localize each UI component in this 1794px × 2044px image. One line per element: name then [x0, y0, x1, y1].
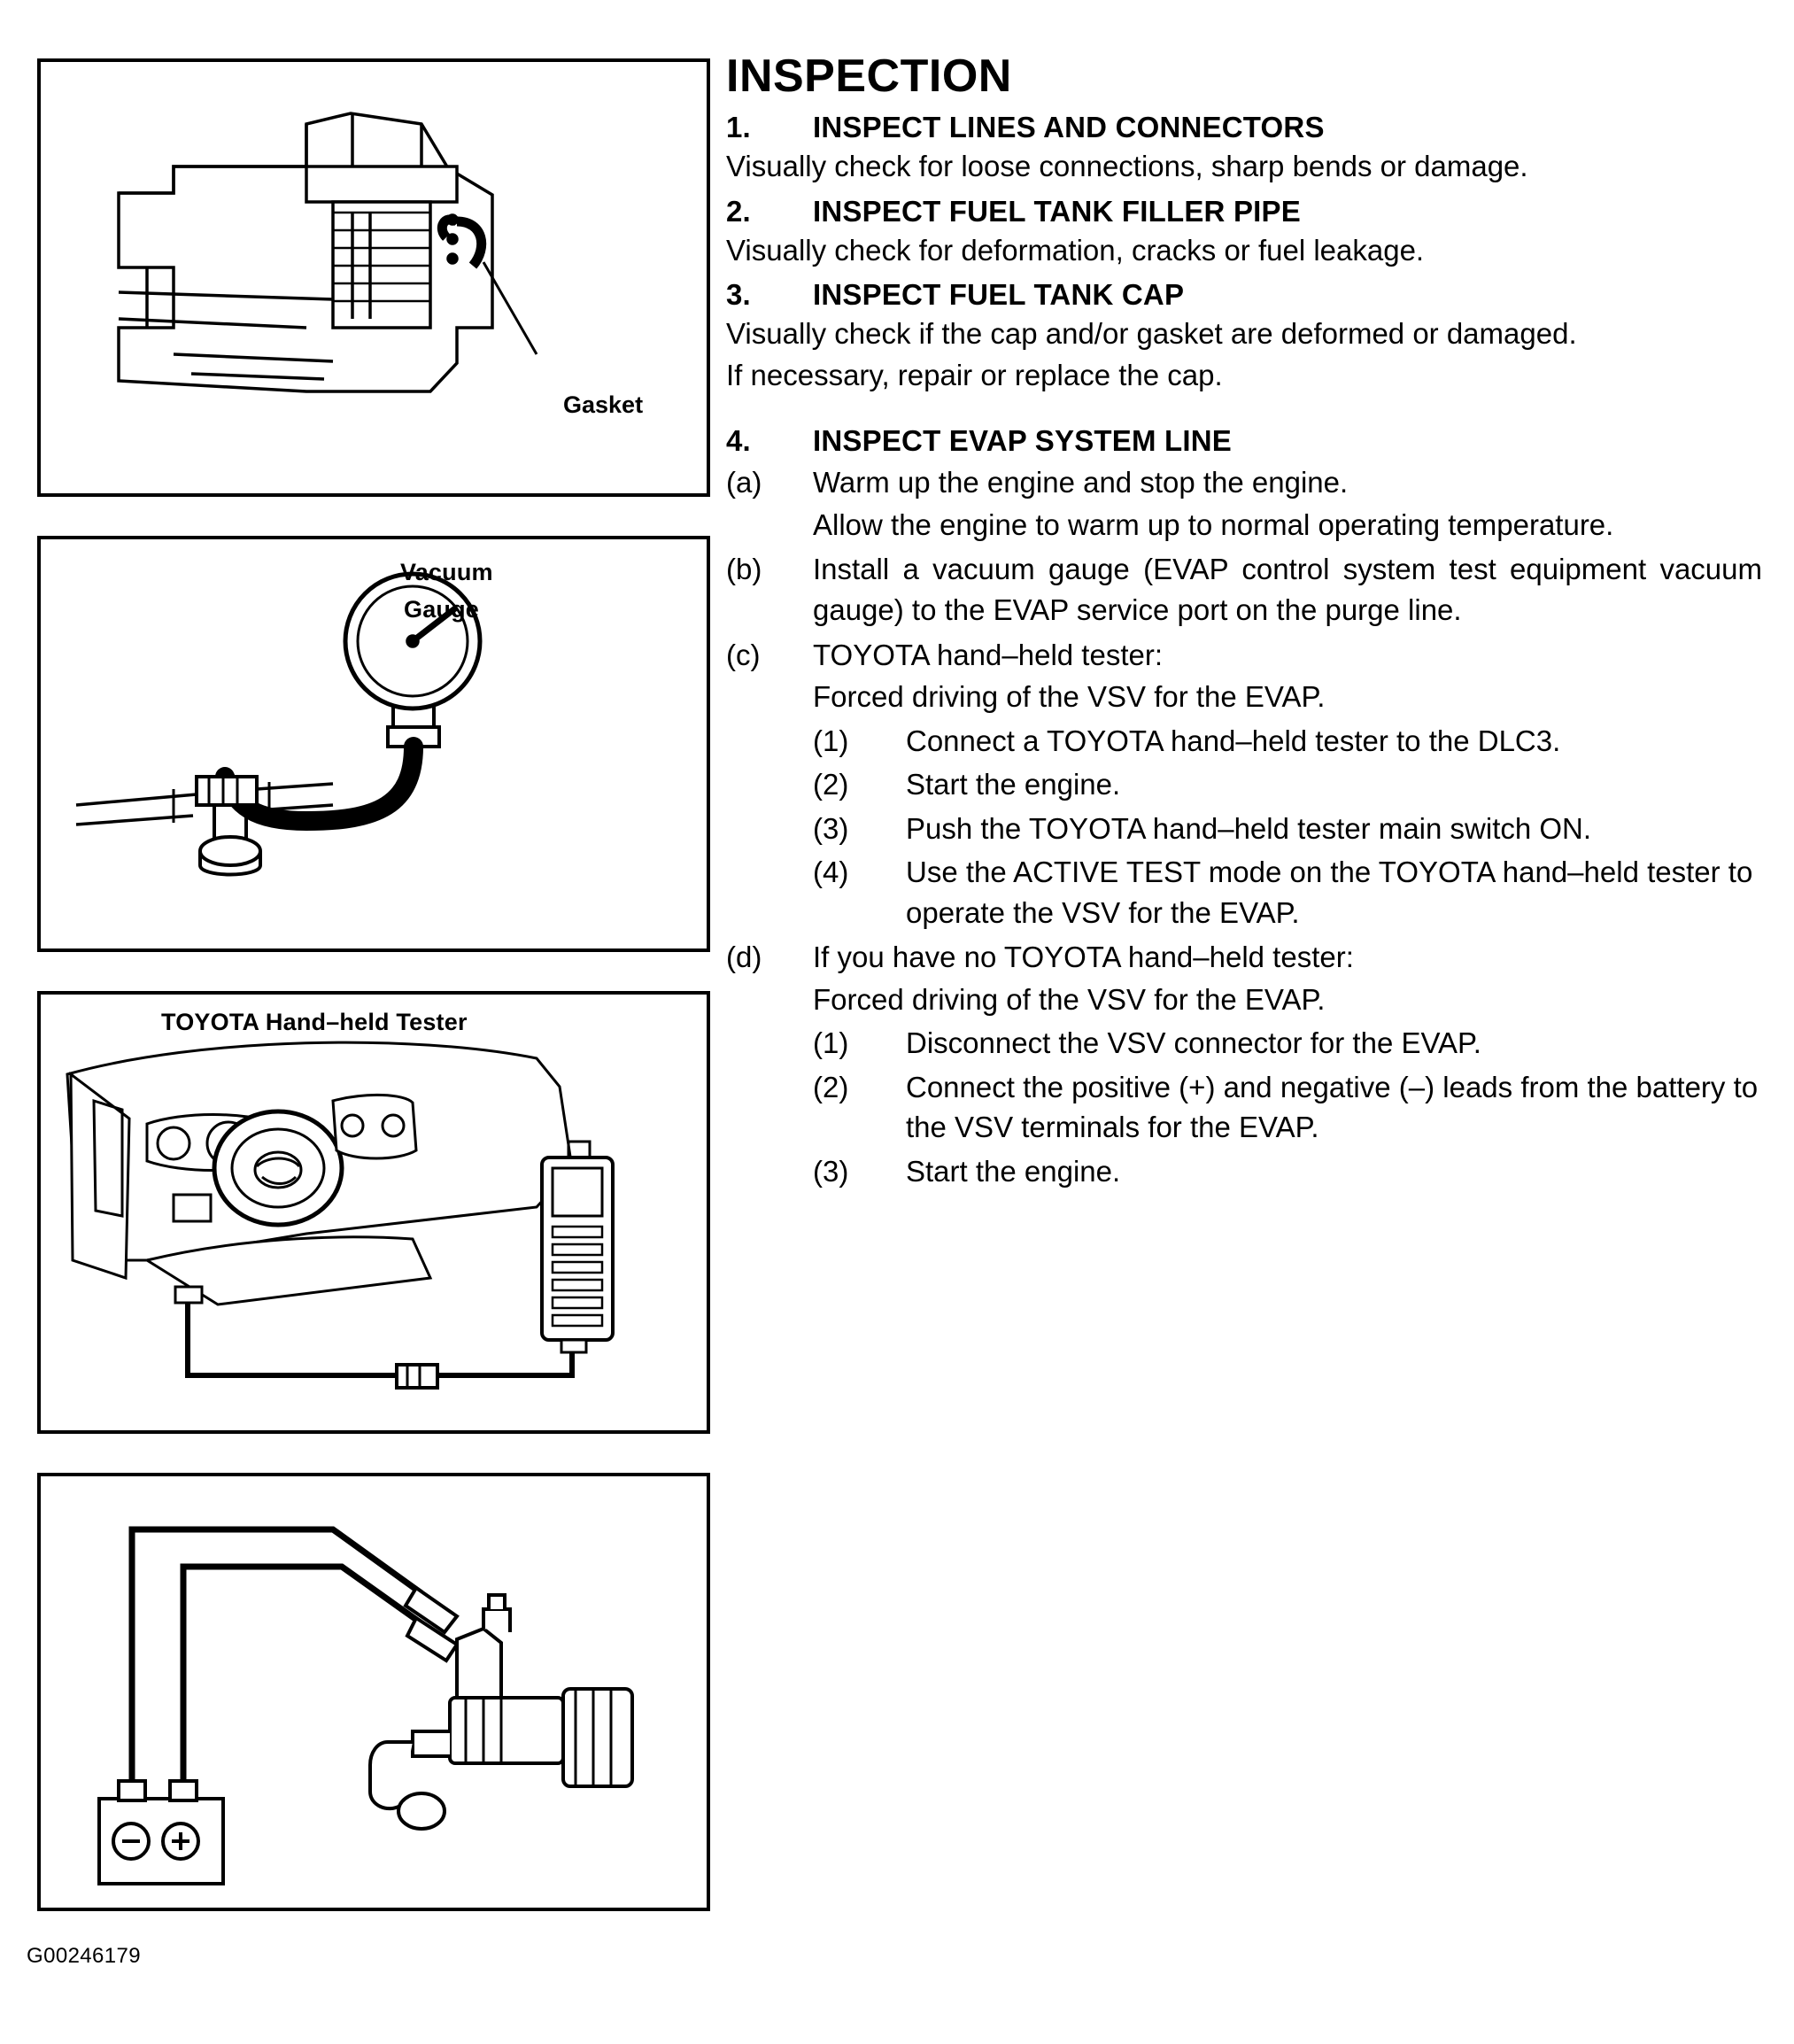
section-title-3: INSPECT FUEL TANK CAP: [813, 278, 1185, 312]
vacuum-label: Vacuum: [400, 559, 493, 585]
gasket-label: Gasket: [563, 391, 644, 418]
section-body-1: Visually check for loose connections, sharp bends or damage.: [726, 150, 1528, 183]
step-c-1-text: Connect a TOYOTA hand–held tester to the DLC3.: [906, 724, 1561, 757]
figure-code: G00246179: [27, 1944, 142, 1968]
step-a-line-2: Allow the engine to warm up to normal operating temperature.: [813, 507, 1614, 541]
gauge-label: Gauge: [404, 596, 480, 623]
step-c: [726, 635, 1762, 717]
section-number-3: 3.: [726, 278, 751, 312]
section-heading-3: [726, 278, 1762, 312]
fuel-tank-cap-illustration: [41, 62, 707, 493]
step-c-2-tag: (2): [813, 768, 849, 801]
step-d-2-text: Connect the positive (+) and negative (–) leads from the battery to the VSV terminals for the EVAP.: [906, 1070, 1759, 1144]
step-d-2: [726, 1067, 1762, 1148]
step-d: [726, 937, 1762, 1019]
step-c-4-tag: (4): [813, 856, 849, 889]
step-c-3: [726, 809, 1762, 849]
step-a-tag: (a): [726, 466, 762, 499]
step-d-1: [726, 1023, 1762, 1064]
section-number-1: 1.: [726, 111, 751, 144]
step-b-tag: (b): [726, 553, 762, 586]
step-c-2-text: Start the engine.: [906, 768, 1121, 801]
step-b: [726, 549, 1762, 630]
vacuum-gauge-illustration: [41, 539, 707, 948]
hand-held-tester-illustration: [41, 995, 707, 1430]
step-d-2-tag: (2): [813, 1070, 849, 1103]
section-title-4: INSPECT EVAP SYSTEM LINE: [813, 424, 1233, 458]
vsv-battery-figure: [37, 1473, 710, 1911]
step-d-3-text: Start the engine.: [906, 1154, 1121, 1188]
section-body-2: Visually check for deformation, cracks or fuel leakage.: [726, 233, 1425, 267]
section-title-2: INSPECT FUEL TANK FILLER PIPE: [813, 194, 1301, 228]
step-c-line-2: Forced driving of the VSV for the EVAP.: [813, 680, 1326, 714]
step-d-3-tag: (3): [813, 1154, 849, 1188]
step-c-4-text: Use the ACTIVE TEST mode on the TOYOTA hand–held tester to operate the VSV for the EVAP.: [906, 856, 1753, 929]
hand-held-tester-label: TOYOTA Hand–held Tester: [161, 1009, 468, 1035]
hand-held-tester-figure: [37, 991, 710, 1434]
vsv-battery-illustration: [41, 1476, 707, 1908]
fuel-tank-cap-figure: [37, 58, 710, 497]
step-c-line-1: TOYOTA hand–held tester:: [813, 638, 1164, 671]
step-c-body: [813, 635, 1762, 717]
page-title: INSPECTION: [726, 50, 1012, 102]
step-c-1: [726, 721, 1762, 762]
step-c-3-text: Push the TOYOTA hand–held tester main switch ON.: [906, 811, 1592, 845]
step-a-body: [813, 462, 1762, 545]
section-body-3a: Visually check if the cap and/or gasket are deformed or damaged.: [726, 317, 1577, 351]
section-number-4: 4.: [726, 424, 751, 458]
step-c-1-tag: (1): [813, 724, 849, 757]
step-a: [726, 462, 1762, 545]
step-c-3-tag: (3): [813, 811, 849, 845]
section-heading-4: [726, 424, 1762, 458]
step-d-line-1: If you have no TOYOTA hand–held tester:: [813, 941, 1354, 974]
section-heading-2: [726, 195, 1762, 228]
step-d-tag: (d): [726, 941, 762, 974]
step-b-line-1: Install a vacuum gauge (EVAP control system test equipment vacuum gauge) to the EVAP service port on the purge line.: [813, 553, 1762, 626]
step-c-tag: (c): [726, 638, 761, 671]
step-c-2: [726, 764, 1762, 805]
section-body-3b: If necessary, repair or replace the cap.: [726, 358, 1223, 391]
figure-column: [37, 58, 710, 1911]
step-d-1-text: Disconnect the VSV connector for the EVAP.: [906, 1026, 1481, 1060]
step-d-line-2: Forced driving of the VSV for the EVAP.: [813, 982, 1326, 1016]
vacuum-gauge-figure: [37, 536, 710, 952]
step-a-line-1: Warm up the engine and stop the engine.: [813, 466, 1349, 499]
section-heading-1: [726, 111, 1762, 144]
step-c-4: [726, 852, 1762, 933]
section-number-2: 2.: [726, 194, 751, 228]
step-d-1-tag: (1): [813, 1026, 849, 1060]
instruction-content: [726, 51, 1762, 1191]
step-b-body: [813, 549, 1762, 630]
step-d-3: [726, 1151, 1762, 1192]
step-d-body: [813, 937, 1762, 1019]
section-title-1: INSPECT LINES AND CONNECTORS: [813, 111, 1325, 144]
